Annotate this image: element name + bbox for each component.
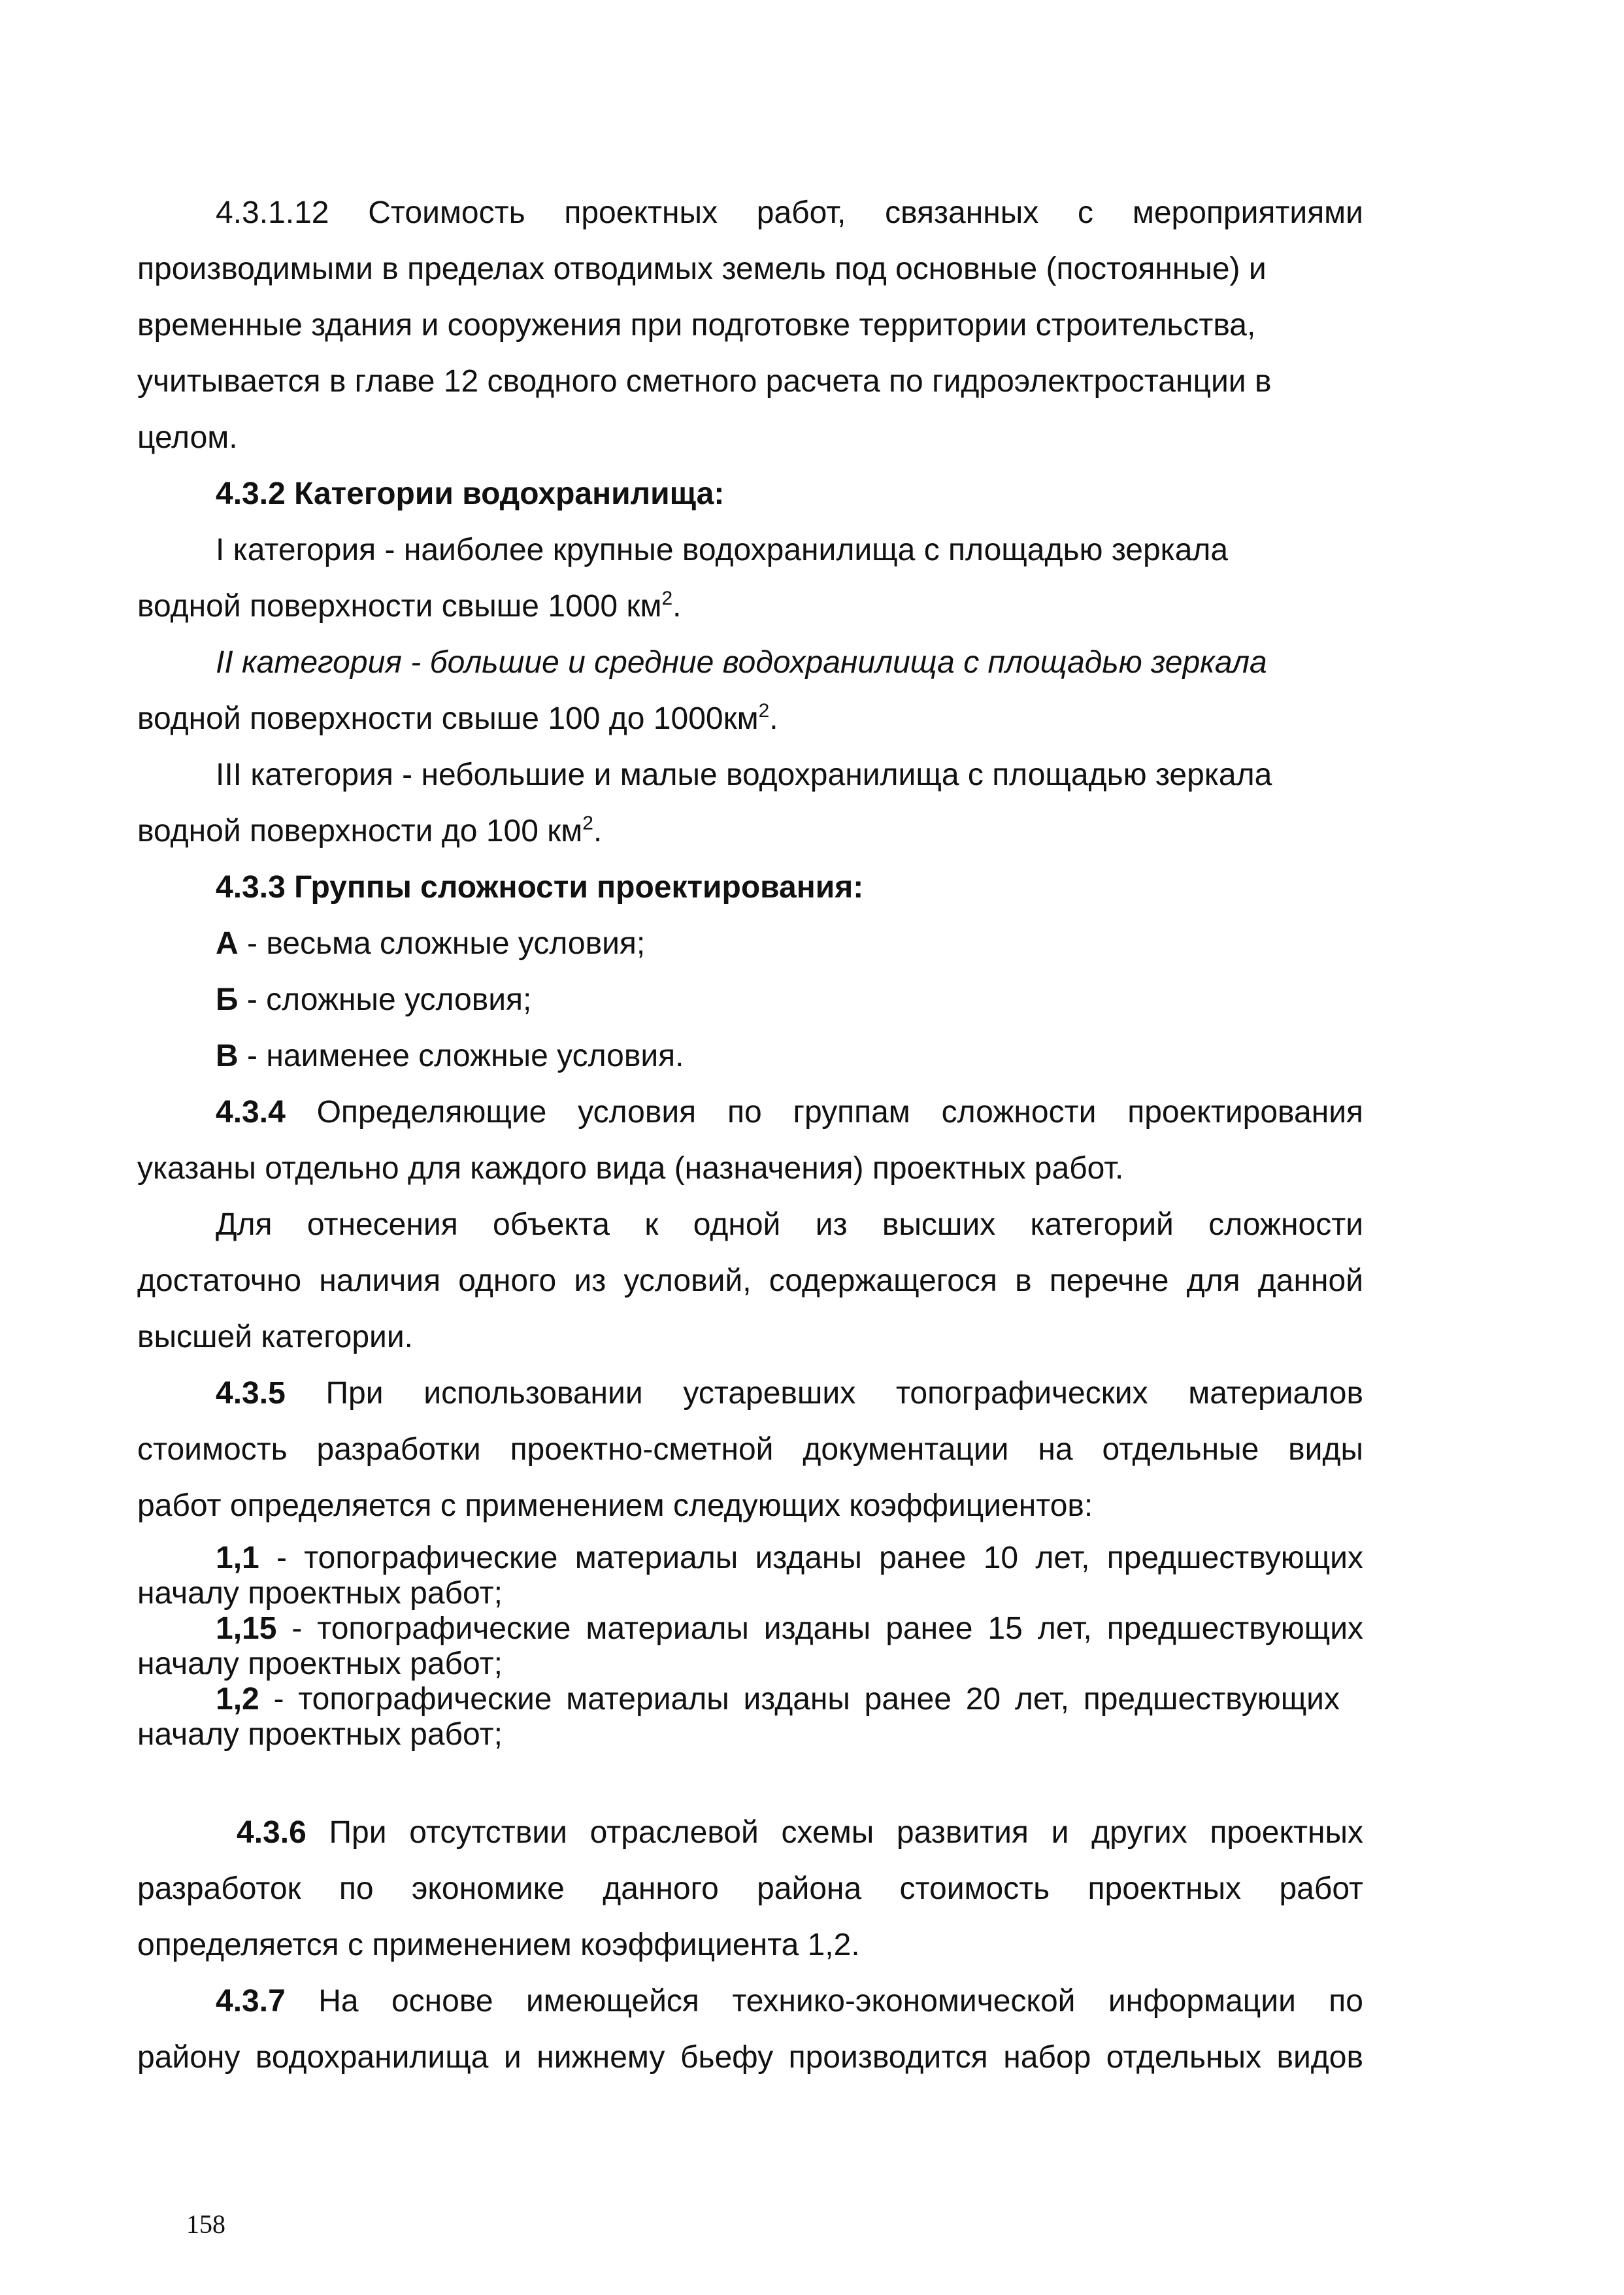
category-1-line1: I категория - наиболее крупные водохранилища с площадью зеркала: [216, 533, 1229, 567]
section-4-3-3-heading: 4.3.3 Группы сложности проектирования:: [216, 870, 864, 905]
page-number: 158: [186, 2209, 225, 2239]
section-4-3-5-line3: работ определяется с применением следующих коэффициентов:: [137, 1488, 1093, 1523]
p4312-line4: учитывается в главе 12 сводного сметного расчета по гидроэлектростанции в: [137, 364, 1272, 399]
group-v: В - наименее сложные условия.: [216, 1039, 684, 1073]
section-4-3-4-p2-line3: высшей категории.: [137, 1320, 413, 1354]
p4312-line2: производимыми в пределах отводимых земель под основные (постоянные) и: [137, 252, 1267, 286]
section-4-3-4-line1: 4.3.4 Определяющие условия по группам сложности проектирования: [216, 1095, 1363, 1130]
category-3-line1: III категория - небольшие и малые водохранилища с площадью зеркала: [216, 758, 1272, 792]
coefficient-1-2-line2: началу проектных работ;: [137, 1717, 503, 1752]
category-2-line1: II категория - большие и средние водохранилища с площадью зеркала: [216, 645, 1267, 680]
p4312-line5: целом.: [137, 420, 238, 455]
category-2-line2: водной поверхности свыше 100 до $1000км^2$.: [137, 700, 778, 736]
group-b: Б - сложные условия;: [216, 982, 532, 1017]
coefficient-1-15-line2: началу проектных работ;: [137, 1647, 503, 1681]
section-4-3-2-heading: 4.3.2 Категории водохранилища:: [216, 477, 725, 511]
section-4-3-4-p2-line2: достаточно наличия одного из условий, содержащегося в перечне для данной: [137, 1264, 1363, 1298]
p4312-line3: временные здания и сооружения при подготовке территории строительства,: [137, 308, 1256, 343]
coefficient-1-15-line1: 1,15 - топографические материалы изданы ранее 15 лет, предшествующих: [216, 1611, 1363, 1646]
category-3-line2: водной поверхности до 100 $км^2$.: [137, 812, 603, 848]
group-a: А - весьма сложные условия;: [216, 926, 646, 961]
coefficient-1-1-line1: 1,1 - топографические материалы изданы ранее 10 лет, предшествующих: [216, 1541, 1363, 1575]
coefficient-1-2-line1: 1,2 - топографические материалы изданы ранее 20 лет, предшествующих: [216, 1682, 1340, 1717]
section-4-3-7-line1: 4.3.7 На основе имеющейся технико-экономической информации по: [216, 1984, 1363, 2019]
section-4-3-6-line2: разработок по экономике данного района стоимость проектных работ: [137, 1871, 1363, 1906]
section-4-3-5-line1: 4.3.5 При использовании устаревших топографических материалов: [216, 1376, 1363, 1411]
section-4-3-5-line2: стоимость разработки проектно-сметной документации на отдельные виды: [137, 1432, 1363, 1467]
section-4-3-4-p2-line1: Для отнесения объекта к одной из высших категорий сложности: [216, 1207, 1363, 1242]
category-1-line2: водной поверхности свыше 1000 $км^2$.: [137, 588, 682, 624]
coefficient-1-1-line2: началу проектных работ;: [137, 1576, 503, 1611]
p4312-line1: 4.3.1.12 Стоимость проектных работ, связанных с мероприятиями: [216, 195, 1363, 230]
section-4-3-4-line2: указаны отдельно для каждого вида (назначения) проектных работ.: [137, 1151, 1124, 1186]
section-4-3-7-line2: району водохранилища и нижнему бьефу производится набор отдельных видов: [137, 2040, 1363, 2075]
section-4-3-6-line3: определяется с применением коэффициента 1,2.: [137, 1928, 860, 1962]
section-4-3-6-line1: 4.3.6 При отсутствии отраслевой схемы развития и других проектных: [237, 1815, 1363, 1850]
